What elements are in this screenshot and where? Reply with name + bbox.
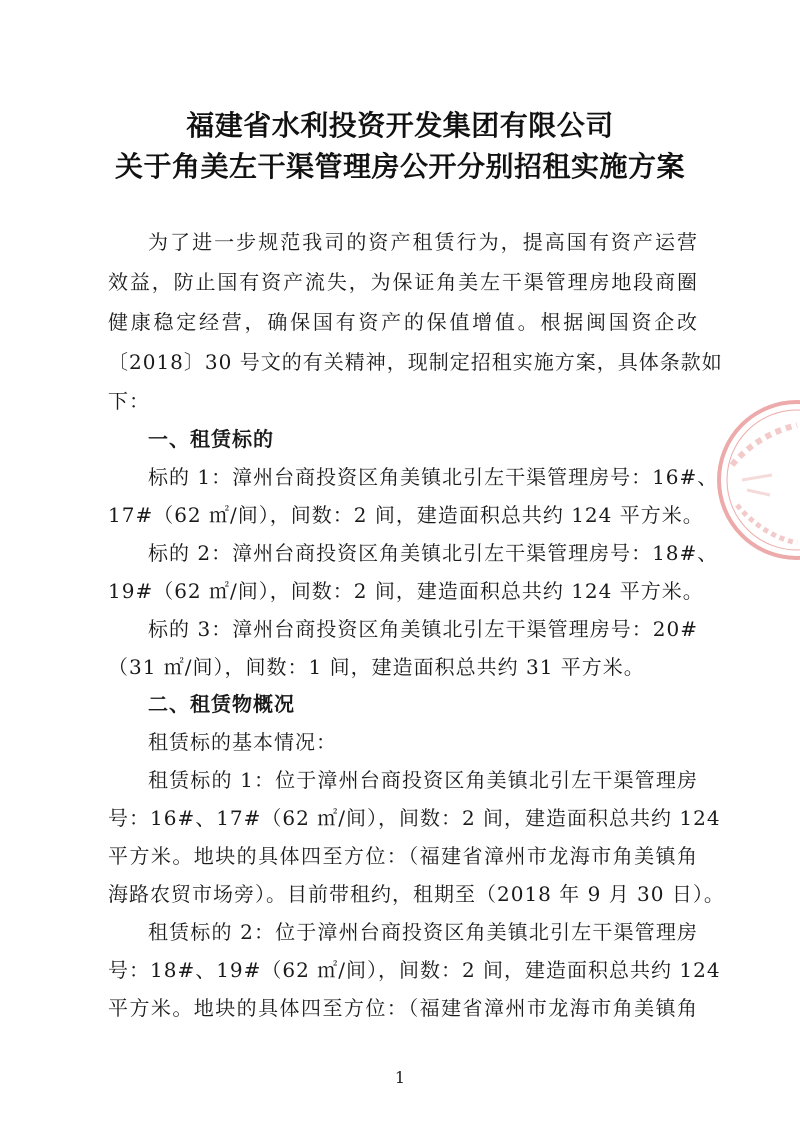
lease1-line: 号：16#、17#（62 ㎡/间），间数：2 间，建造面积总共约 124 <box>108 806 721 830</box>
target3-line: （31 ㎡/间），间数：1 间，建造面积总共约 31 平方米。 <box>108 655 645 679</box>
basic-info-line: 租赁标的基本情况： <box>148 730 337 754</box>
section1-heading: 一、租赁标的 <box>148 427 274 451</box>
target2-line: 标的 2：漳州台商投资区角美镇北引左干渠管理房号：18#、 <box>148 541 719 565</box>
lease1-line: 平方米。地块的具体四至方位：（福建省漳州市龙海市角美镇角 <box>108 844 698 868</box>
lease2-line: 平方米。地块的具体四至方位：（福建省漳州市龙海市角美镇角 <box>108 996 698 1020</box>
target1-line: 17#（62 ㎡/间），间数：2 间，建造面积总共约 124 平方米。 <box>108 503 704 527</box>
page-number: 1 <box>394 1068 406 1087</box>
intro-line: 为了进一步规范我司的资产租赁行为，提高国有资产运营 <box>148 230 698 254</box>
target1-line: 标的 1：漳州台商投资区角美镇北引左干渠管理房号：16#、 <box>148 465 719 489</box>
intro-line: 〔2018〕30 号文的有关精神，现制定招租实施方案，具体条款如 <box>108 350 723 374</box>
lease1-line: 租赁标的 1：位于漳州台商投资区角美镇北引左干渠管理房 <box>148 768 698 792</box>
lease2-line: 号：18#、19#（62 ㎡/间），间数：2 间，建造面积总共约 124 <box>108 958 721 982</box>
document-title-line1: 福建省水利投资开发集团有限公司 <box>186 109 614 142</box>
document-title-line2: 关于角美左干渠管理房公开分别招租实施方案 <box>114 150 685 183</box>
lease2-line: 租赁标的 2：位于漳州台商投资区角美镇北引左干渠管理房 <box>148 920 698 944</box>
intro-line: 健康稳定经营，确保国有资产的保值增值。根据闽国资企改 <box>108 310 698 334</box>
intro-line: 下： <box>108 389 150 413</box>
intro-line: 效益，防止国有资产流失，为保证角美左干渠管理房地段商圈 <box>108 270 698 294</box>
section2-heading: 二、租赁物概况 <box>148 692 295 716</box>
lease1-line: 海路农贸市场旁）。目前带租约，租期至（2018 年 9 月 30 日）。 <box>108 882 725 906</box>
red-seal-stamp-icon <box>712 395 800 565</box>
target3-line: 标的 3：漳州台商投资区角美镇北引左干渠管理房号：20# <box>148 617 698 641</box>
target2-line: 19#（62 ㎡/间），间数：2 间，建造面积总共约 124 平方米。 <box>108 579 704 603</box>
